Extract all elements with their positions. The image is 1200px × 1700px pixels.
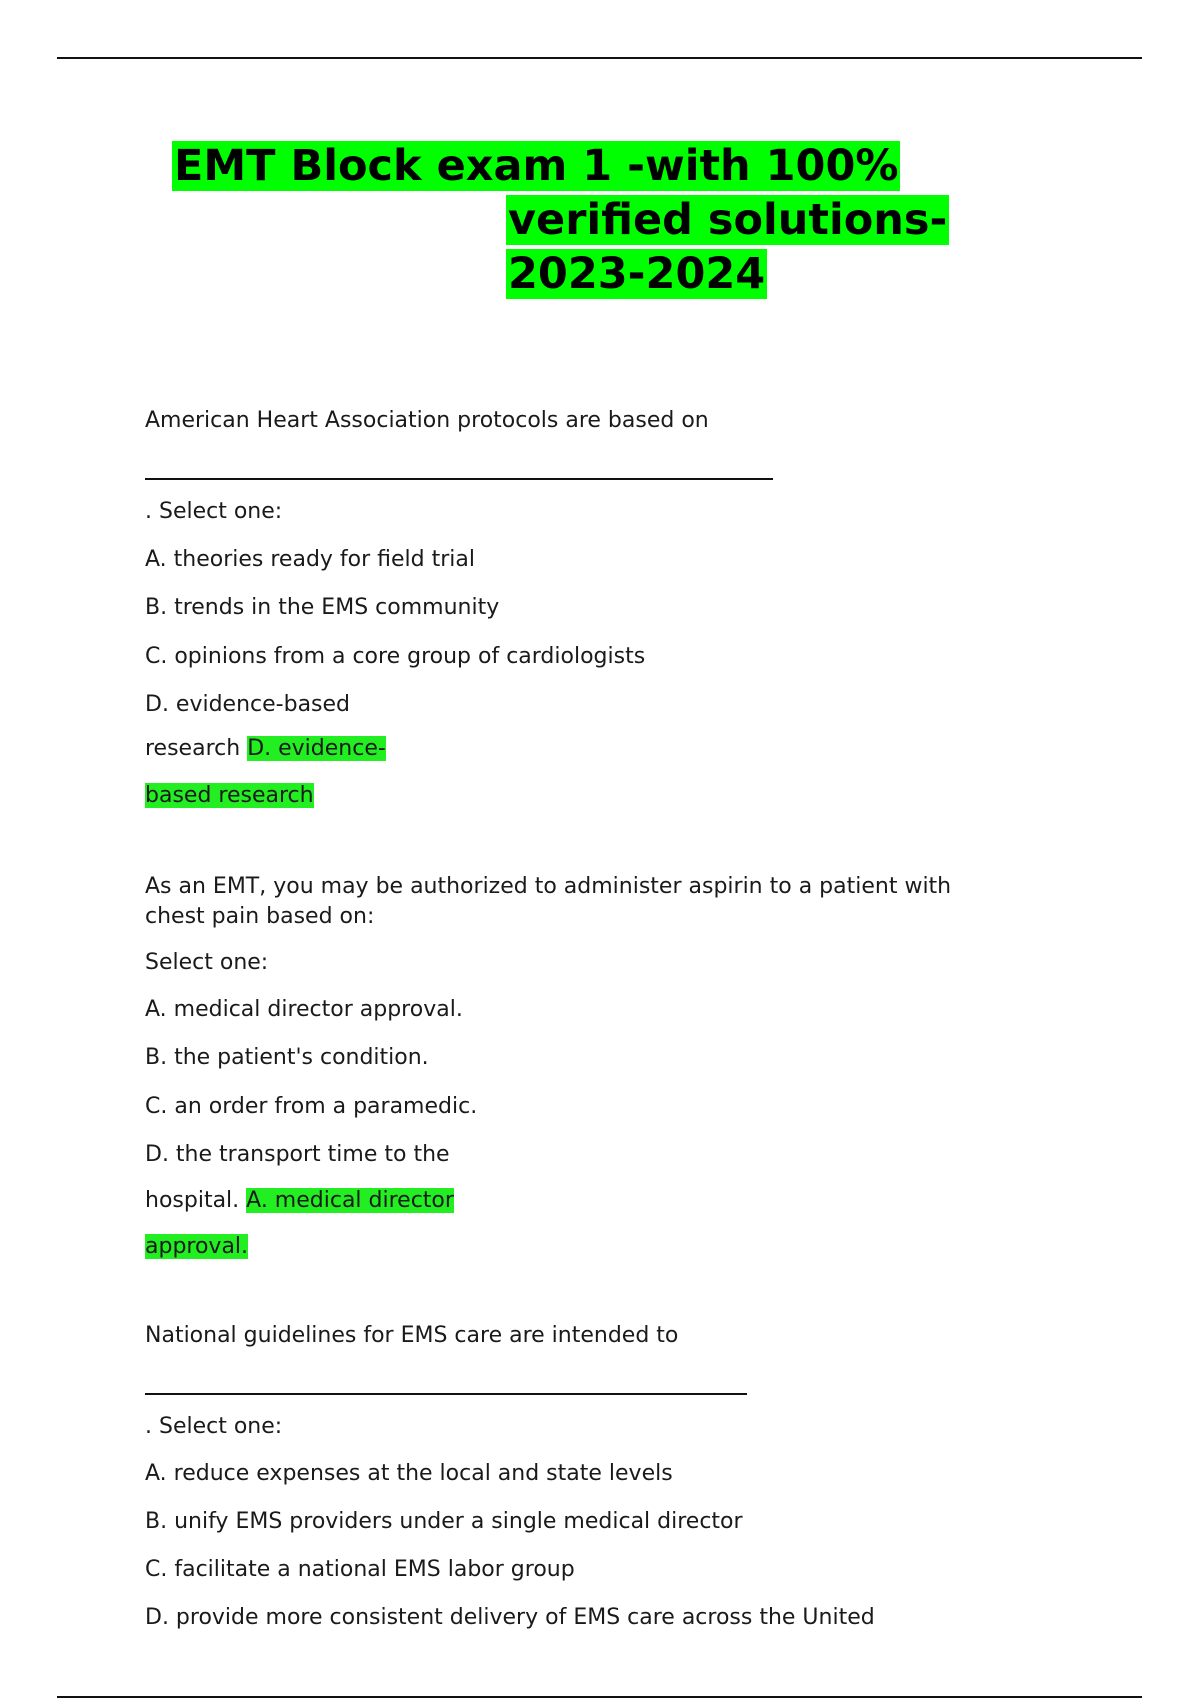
question-3-option-a: A. reduce expenses at the local and state levels [145,1461,673,1486]
question-1-select-label: . Select one: [145,499,283,524]
question-1-option-a: A. theories ready for field trial [145,547,475,572]
doc-title-line-1: EMT Block exam 1 -with 100% [174,141,899,191]
question-2-option-d: D. the transport time to the [145,1142,450,1167]
question-1-answer-highlight-2: based research [145,783,314,808]
question-1-answer-line [145,734,386,764]
doc-title-line-3: 2023-2024 [508,249,766,299]
question-1-blank-line [145,478,773,480]
question-2-option-tail: hospital. [145,1188,240,1213]
bottom-rule [57,1696,1142,1698]
question-1-prompt: American Heart Association protocols are based on [145,408,709,433]
question-2-select-label: Select one: [145,950,269,975]
question-1-answer-highlight: D. evidence- [247,736,386,761]
question-3-option-b: B. unify EMS providers under a single medical director [145,1509,743,1534]
question-2-prompt: As an EMT, you may be authorized to administer aspirin to a patient with chest pain based on: [145,874,952,929]
question-3-prompt: National guidelines for EMS care are intended to [145,1323,679,1348]
question-1-option-c: C. opinions from a core group of cardiologists [145,644,646,669]
question-1-option-d: D. evidence-based [145,692,351,717]
question-1-answer-line-2 [145,781,314,811]
question-3-blank-line [145,1393,747,1395]
doc-title-line-2: verified solutions- [508,195,948,245]
question-3-select-label: . Select one: [145,1414,283,1439]
top-rule [57,57,1142,59]
question-2-answer-highlight: A. medical director [246,1188,454,1213]
question-1-option-tail: research [145,736,241,761]
question-2-answer-line [145,1186,454,1216]
question-1-option-b: B. trends in the EMS community [145,595,500,620]
question-2-answer-highlight-2: approval. [145,1234,249,1259]
question-2-option-b: B. the patient's condition. [145,1045,429,1070]
question-3-option-d: D. provide more consistent delivery of EMS care across the United [145,1605,875,1630]
question-3-option-c: C. facilitate a national EMS labor group [145,1557,575,1582]
question-2-option-a: A. medical director approval. [145,997,463,1022]
question-2-answer-line-2 [145,1232,248,1262]
question-2-option-c: C. an order from a paramedic. [145,1094,478,1119]
